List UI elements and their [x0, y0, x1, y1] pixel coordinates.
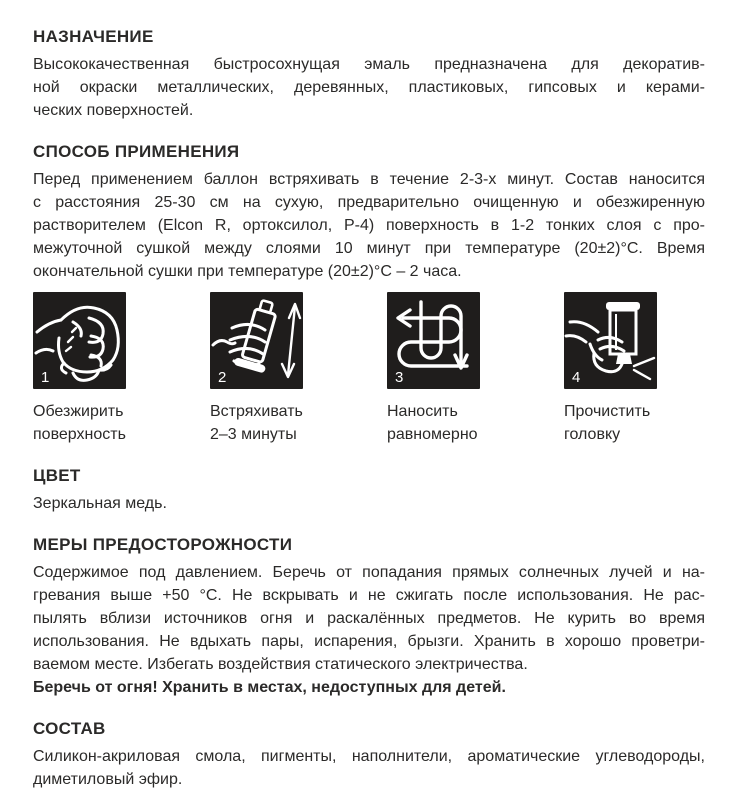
precautions-line: Содержимое под давлением. Беречь от попадания прямых солнечных лучей и на- [33, 564, 705, 581]
application-line: межуточной сушкой между слоями 10 минут при температуре (20±2)°С. Время [33, 240, 705, 257]
precautions-line: ваемом месте. Избегать воздействия статического электричества. [33, 656, 528, 673]
step-number: 3 [395, 369, 404, 386]
usage-steps-row [33, 292, 705, 446]
section-color [33, 465, 705, 515]
precautions-line: пылять вблизи источников огня и раскалённых предметов. Не курить во время [33, 610, 705, 627]
step-shake [210, 292, 387, 446]
section-purpose [33, 26, 705, 122]
step-pictogram [387, 292, 480, 389]
step-apply-evenly [387, 292, 564, 446]
step-caption: Обезжирить поверхность [33, 403, 126, 443]
precautions-warning-line: Беречь от огня! Хранить в местах, недоступных для детей. [33, 679, 506, 696]
step-caption: Встряхивать 2–3 минуты [210, 403, 303, 443]
color-heading: ЦВЕТ [33, 466, 81, 485]
precautions-line: гревания выше +50 °С. Не вскрывать и не сжигать после использования. Не рас- [33, 587, 705, 604]
step-number: 2 [218, 369, 227, 386]
section-composition [33, 718, 705, 791]
step-caption: Наносить равномерно [387, 403, 478, 443]
composition-line: диметиловый эфир. [33, 771, 183, 788]
composition-line: Силикон-акриловая смола, пигменты, наполнители, ароматические углеводороды, [33, 748, 705, 765]
step-clean-nozzle [564, 292, 657, 446]
step-pictogram [210, 292, 303, 389]
step-number: 1 [41, 369, 50, 386]
step-caption: Прочистить головку [564, 403, 651, 443]
step-pictogram [33, 292, 126, 389]
section-application [33, 141, 705, 283]
application-heading: СПОСОБ ПРИМЕНЕНИЯ [33, 142, 240, 161]
purpose-paragraph [33, 53, 705, 122]
precautions-paragraph [33, 561, 705, 699]
purpose-line: ческих поверхностей. [33, 102, 194, 119]
composition-heading: СОСТАВ [33, 719, 106, 738]
step-pictogram [564, 292, 657, 389]
application-line: с расстояния 25-30 см на сухую, предварительно очищенную и обезжиренную [33, 194, 705, 211]
precautions-line: использования. Не вдыхать пары, испарения, брызги. Хранить в хорошо проветри- [33, 633, 705, 650]
composition-paragraph [33, 745, 705, 791]
precautions-heading: МЕРЫ ПРЕДОСТОРОЖНОСТИ [33, 535, 293, 554]
application-paragraph [33, 168, 705, 283]
purpose-line: ной окраски металлических, деревянных, пластиковых, гипсовых и керами- [33, 79, 705, 96]
step-degrease [33, 292, 210, 446]
application-line: окончательной сушки при температуре (20±2)°С – 2 часа. [33, 263, 462, 280]
purpose-heading: НАЗНАЧЕНИЕ [33, 27, 154, 46]
purpose-line: Высококачественная быстросохнущая эмаль предназначена для декоратив- [33, 56, 705, 73]
color-value: Зеркальная медь. [33, 495, 167, 512]
application-line: растворителем (Elcon R, ортоксилол, Р-4) поверхность в 1-2 тонких слоя с про- [33, 217, 705, 234]
application-line: Перед применением баллон встряхивать в течение 2-3-х минут. Состав наносится [33, 171, 705, 188]
step-number: 4 [572, 369, 581, 386]
section-precautions [33, 534, 705, 699]
